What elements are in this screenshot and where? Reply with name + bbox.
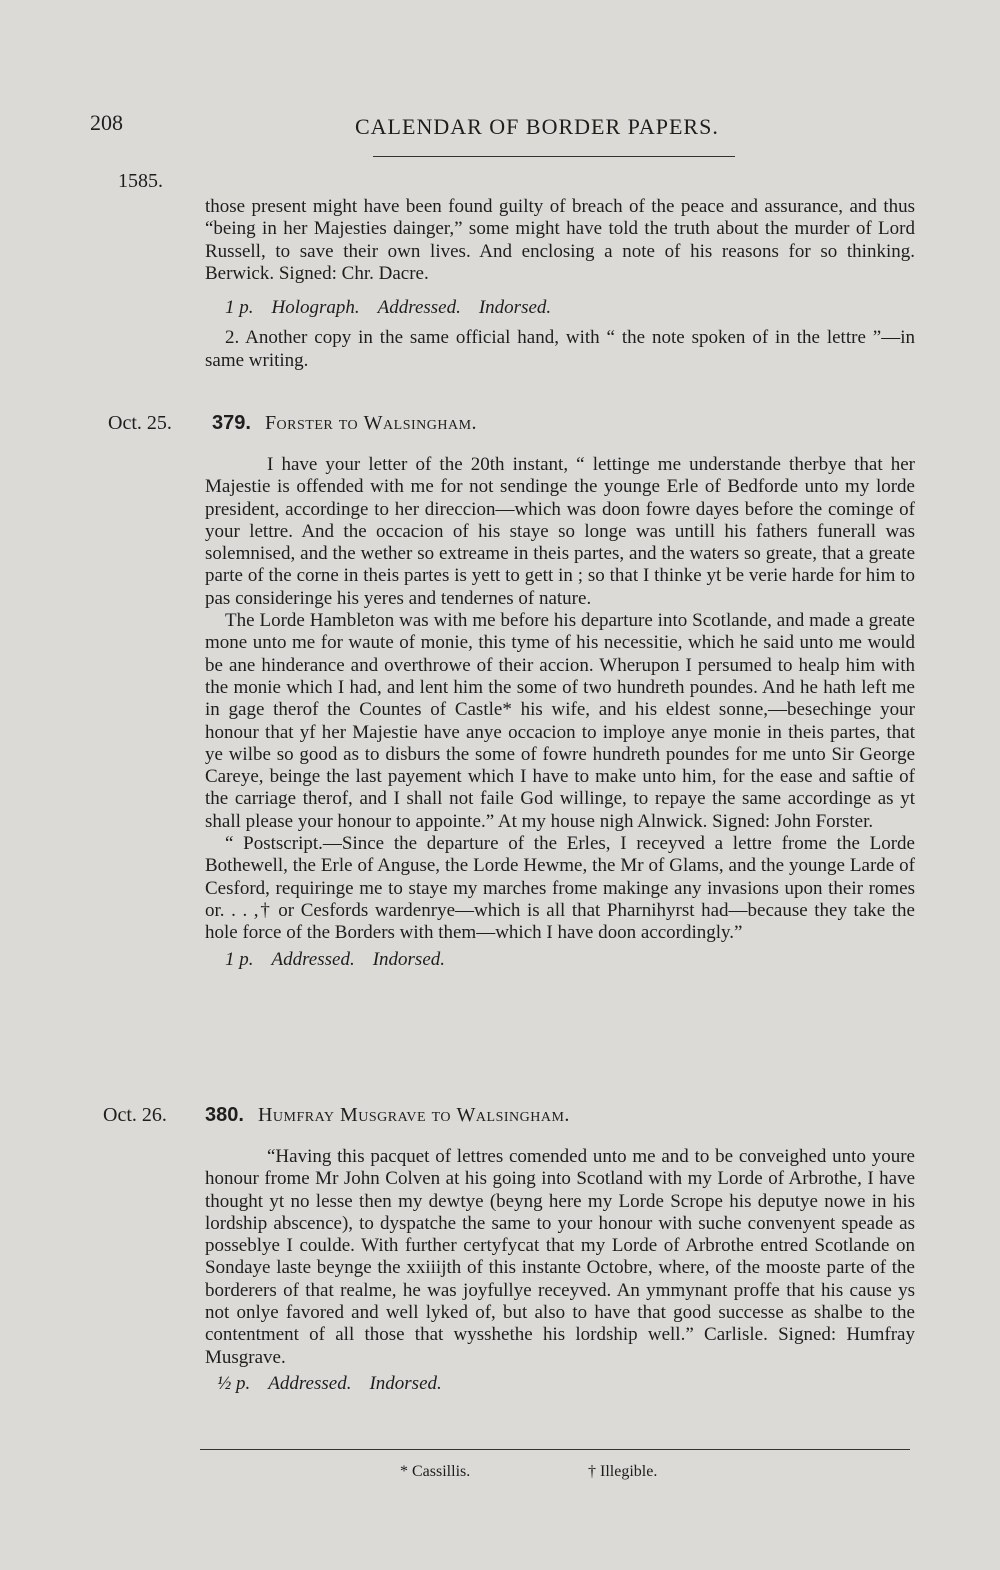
- header-rule: [373, 156, 735, 157]
- entry-note: 1 p. Addressed. Indorsed.: [225, 948, 446, 970]
- copy-note: 2. Another copy in the same official hand, with “ the note spoken of in the lettre ”—in same writing.: [205, 327, 915, 371]
- entry-paragraph: I have your letter of the 20th instant, “ lettinge me understande therbye that her Majestie is offended with me for not sendinge the younge Erle of Bedforde unto my lorde president, accordinge to her direccion—which was doon fowre dayes before the cominge of your lettre. And the occacion of his staye so longe was untill his fathers funerall was solemnised, and the wether so extreame in theis partes, and the waters so greate, that a greate parte of the corne in theis partes is yett to gett in ; so that I thinke yt be verie harde for him to pas consideringe his yeres and tendernes of nature.: [205, 454, 915, 609]
- entry-date: Oct. 25.: [108, 412, 172, 434]
- entry-note: ½ p. Addressed. Indorsed.: [217, 1372, 442, 1394]
- entry-paragraph: The Lorde Hambleton was with me before his departure into Scotlande, and made a greate mone unto me for waute of monie, this tyme of his necessitie, which he said unto me would be ane hinderance and overthrowe of their accion. Wherupon I persumed to healp him with the monie which I had, and lent him the some of two hundreth poundes. And he hath left me in gage therof the Countes of Castle* his wife, and his eldest sonne,—besechinge your honour that yf her Majestie have anye occacion to imploye anye monie in theis partes, that ye wilbe so good as to disburs the some of fowre hundreth poundes for me unto Sir George Careye, beinge the last payement which I have to make unto him, for the ease and saftie of the carriage therof, and I shall not faile God willinge, to repaye the same accordinge as yt shall please your honour to appointe.” At my house nigh Alnwick. Signed: John Forster.: [205, 610, 915, 832]
- entry-number: 379.: [212, 412, 251, 434]
- continuation-text: those present might have been found guilty of breach of the peace and assurance, and thus “being in her Majesties dainger,” some might have told the truth about the murder of Lord Russell, to save their own lives. And enclosing a note of his reasons for so thinking. Berwick. Signed: Chr. Dacre.: [205, 196, 915, 284]
- footnote-b: † Illegible.: [588, 1463, 658, 1480]
- entry-date: Oct. 26.: [103, 1104, 167, 1126]
- entry-heading: [212, 412, 477, 435]
- page-number: 208: [90, 110, 123, 135]
- footnote-a: * Cassillis.: [400, 1463, 471, 1480]
- entry-body: [205, 454, 915, 971]
- entry-number: 380.: [205, 1104, 244, 1126]
- entry-title: Forster to Walsingham.: [264, 412, 478, 434]
- margin-year: 1585.: [118, 170, 163, 192]
- continuation-block: [205, 196, 915, 372]
- entry-heading: [205, 1104, 570, 1127]
- footnote-rule: [200, 1449, 910, 1450]
- entry-body: [205, 1146, 915, 1395]
- running-title: CALENDAR OF BORDER PAPERS.: [355, 114, 719, 139]
- continuation-note: 1 p. Holograph. Addressed. Indorsed.: [225, 297, 552, 319]
- entry-title: Humfray Musgrave to Walsingham.: [257, 1104, 570, 1126]
- entry-paragraph: “ Postscript.—Since the departure of the Erles, I receyved a lettre frome the Lorde Bothewell, the Erle of Anguse, the Lorde Hewme, the Mr of Glams, and the younge Larde of Cesford, requiringe me to staye my marches frome makinge any invasions upon their romes or. . . ,† or Cesfords wardenrye—which is all that Pharnihyrst had—because they take the hole force of the Borders with them—which I have doon accordingly.”: [205, 833, 915, 944]
- entry-paragraph: “Having this pacquet of lettres comended unto me and to be conveighed unto youre honour frome Mr John Colven at his going into Scotland with my Lorde of Arbrothe, I have thought yt no lesse then my dewtye (beyng here my Lorde Scrope his deputye nowe in his lordship abscence), to dyspatche the same to your honour with suche convenyent speade as posseblye I coulde. With further certyfycat that my Lorde of Arbrothe entred Scotlande on Sondaye laste beynge the xxiiijth of this instante Octobre, where, of the mooste parte of the borderers of that realme, he was joyfullye receyved. An ymmynant proffe that his cause ys not onlye favored and well lyked of, but also to have that good successe as shalbe to the contentment of all those that wysshethe his lordship well.” Carlisle. Signed: Humfray Musgrave.: [205, 1146, 915, 1368]
